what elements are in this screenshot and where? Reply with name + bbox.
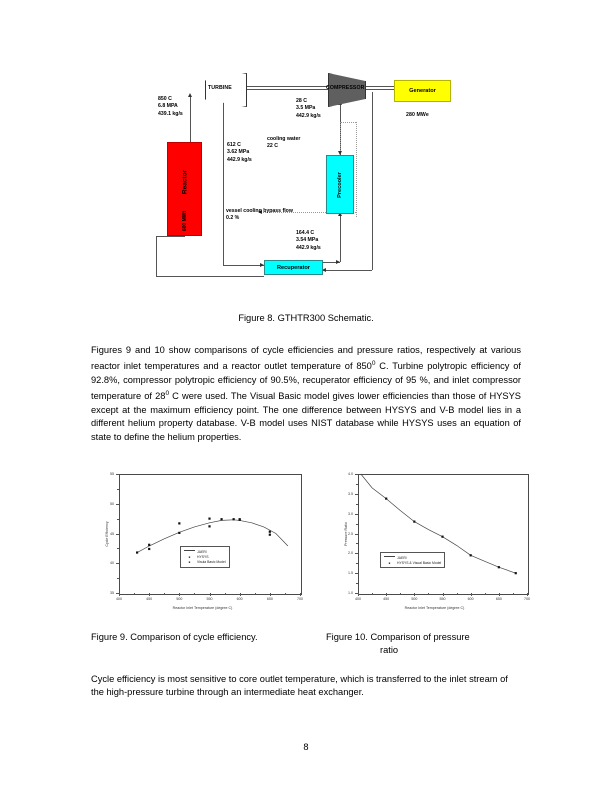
cooling-water-dotted-in	[340, 122, 341, 153]
compressor-label: COMPRESSOR	[326, 85, 365, 91]
x-tick-label: 550	[439, 597, 446, 601]
body-paragraph-2: Cycle efficiency is most sensitive to core outlet temperature, which is transferred to the inlet stream of the high-pressure turbine through an intermediate heat exchanger.	[91, 674, 508, 698]
reactor-block	[167, 142, 202, 236]
x-tick-label: 700	[524, 597, 530, 601]
generator-label: Generator	[409, 88, 436, 94]
cooling-water-dotted-top	[340, 122, 356, 123]
reactor-outlet-flow: 439.1 kg/s	[158, 110, 183, 117]
y-tick-label: 2.5	[348, 531, 353, 536]
shaft-compressor-generator-2	[362, 89, 395, 90]
legend-square-marker: ■	[388, 560, 391, 565]
recup-inlet-temp: 164.4 C	[296, 230, 315, 236]
degree-superscript-1: 0	[371, 360, 376, 368]
y-axis-title: Cycle Efficiency	[105, 520, 109, 547]
compressor-inlet-temp: 28 C	[296, 98, 307, 104]
data-point	[136, 551, 138, 553]
cooling-water-labels	[267, 136, 300, 151]
y-tick-label: 3.0	[348, 511, 353, 516]
x-tick-label: 450	[146, 597, 153, 601]
x-tick-label: 500	[411, 597, 418, 601]
data-point	[220, 518, 222, 520]
turbine-outlet-temp: 612 C	[227, 142, 241, 148]
series-layer	[332, 468, 537, 623]
legend-label: Visula Basic Model	[197, 559, 226, 564]
y-tick-label: 1.5	[348, 571, 353, 576]
pipe-reactor-inlet-stub	[156, 236, 184, 237]
legend-square-marker: ■	[188, 559, 191, 564]
shaft-compressor-generator-1	[362, 86, 395, 87]
cooling-water-temp: 22 C	[267, 143, 278, 150]
x-tick-label: 700	[297, 597, 303, 601]
y-tick-label: 35	[110, 591, 114, 595]
y-tick-label: 55	[110, 472, 114, 476]
data-point	[178, 522, 180, 524]
recuperator-block	[264, 260, 323, 275]
figure10-chart	[332, 468, 537, 623]
reactor-power-label: 600 MWt	[181, 211, 188, 232]
compressor-inlet-stream-labels	[296, 98, 321, 120]
figure10-caption-line1: Figure 10. Comparison of pressure	[326, 632, 470, 642]
data-point	[413, 521, 415, 523]
recup-inlet-pressure: 3.54 MPa	[296, 237, 319, 244]
gthtr300-schematic-diagram	[150, 60, 470, 310]
x-tick-label: 650	[495, 597, 502, 601]
x-tick-label: 500	[176, 597, 183, 601]
x-tick-label: 400	[355, 597, 361, 601]
data-point	[178, 532, 180, 534]
arrow-reactor-to-turbine	[188, 93, 192, 97]
x-tick-label: 650	[266, 597, 273, 601]
degree-superscript-2: 0	[165, 390, 170, 398]
pipe-turbine-outlet	[223, 100, 224, 265]
shaft-line-upper	[243, 86, 330, 87]
bypass-flow-label: vessel cooling bypass flow	[226, 208, 293, 214]
cooling-water-label: cooling water	[267, 136, 301, 142]
page-number: 8	[303, 742, 309, 752]
precooler-label: Precooler	[337, 171, 343, 198]
recup-inlet-flow: 442.9 kg/s	[296, 244, 321, 251]
shaft-line-lower	[243, 89, 330, 90]
data-point	[385, 497, 387, 499]
figure10-caption-line2: ratio	[380, 645, 399, 655]
data-point	[441, 536, 443, 538]
recuperator-label: Recuperator	[277, 264, 310, 271]
x-tick-label: 600	[236, 597, 243, 601]
data-point	[498, 566, 500, 568]
turbine-label: TURBINE	[208, 85, 232, 91]
arrow-recup-right	[336, 260, 340, 264]
y-tick-label: 1.0	[348, 591, 353, 595]
precooler-block	[326, 155, 354, 214]
data-point	[208, 518, 210, 520]
pipe-recup-to-reactor-bottom	[156, 276, 264, 277]
reactor-outlet-pressure: 6.8 MPA	[158, 103, 178, 110]
x-tick-label: 400	[116, 597, 122, 601]
pipe-compressor-to-recup	[323, 270, 372, 271]
recuperator-inlet-stream-labels	[296, 230, 321, 252]
legend-square-marker: ■	[188, 554, 191, 559]
figure9-caption: Figure 9. Comparison of cycle efficiency.	[91, 632, 258, 642]
paragraph-1-part-2: C. Turbine polytropic efficiency of 92.8%, compressor polytropic efficiency of 90.5%, recuperator efficiency of 95 %, and inlet compressor temperature of 28	[91, 361, 521, 402]
bypass-flow-labels	[226, 208, 293, 223]
legend-line-marker	[184, 550, 195, 551]
turbine-outlet-flow: 442.9 kg/s	[227, 156, 252, 163]
legend-label: HYSYS & Visual Basic Model	[397, 560, 442, 565]
legend-item	[384, 560, 441, 565]
data-point	[233, 518, 235, 520]
y-tick-label: 3.5	[348, 491, 353, 496]
y-tick-label: 4.0	[348, 472, 353, 476]
y-tick-label: 50	[110, 501, 114, 506]
pipe-turbine-to-recup	[223, 265, 264, 266]
data-point	[148, 544, 150, 546]
figure9-chart	[95, 468, 310, 623]
legend-label: JAERI	[197, 549, 207, 554]
y-tick-label: 2.0	[348, 551, 353, 556]
turbine-outlet-pressure: 3.62 MPa	[227, 149, 250, 156]
legend-label: HYSYS	[197, 554, 209, 559]
pipe-reactor-to-turbine	[190, 95, 191, 143]
x-axis-title: Reactor Inlet Temperature (degree C)	[172, 606, 233, 610]
chart-legend	[180, 546, 230, 568]
y-axis-title: Pressure Ratio	[344, 521, 348, 546]
data-point	[148, 548, 150, 550]
chart-legend	[380, 552, 445, 568]
x-axis-title: Reactor Inlet Temperature (degree C)	[404, 606, 465, 610]
legend-line-marker	[384, 556, 395, 557]
x-tick-label: 550	[206, 597, 213, 601]
data-point	[208, 525, 210, 527]
pipe-reactor-inlet-riser	[156, 236, 157, 276]
paragraph-1-part-1: Figures 9 and 10 show comparisons of cycle efficiencies and pressure ratios, respectively at various reactor inlet temperatures and a reactor outlet temperature of 850	[91, 345, 521, 372]
legend-item	[184, 559, 226, 564]
cooling-water-dotted-out	[356, 122, 357, 217]
generator-block	[394, 80, 451, 102]
figure8-caption: Figure 8. GTHTR300 Schematic.	[238, 313, 374, 323]
data-point	[515, 572, 517, 574]
paragraph-1-part-3: C were used. The Visual Basic model gives lower efficiencies than those of HYSYS except at the maximum efficiency point. The one difference between HYSYS and V-B model lies in a different helium property database. V-B model uses NIST database while HYSYS uses an equation of state to define the helium properties.	[91, 391, 522, 442]
turbine-outlet-stream-labels	[227, 142, 252, 164]
generator-output-label: 280 MWe	[406, 112, 429, 118]
compressor-inlet-flow: 442.9 kg/s	[296, 112, 321, 119]
bypass-flow-percent: 0.2 %	[226, 215, 240, 222]
reactor-outlet-temp: 850 C	[158, 96, 172, 102]
reactor-label: Reactor	[181, 169, 188, 194]
data-point	[239, 519, 241, 521]
body-paragraph-1	[91, 344, 521, 444]
data-point	[470, 554, 472, 556]
y-tick-label: 45	[110, 531, 114, 536]
x-tick-label: 600	[467, 597, 474, 601]
legend-label: JAERI	[397, 555, 407, 560]
data-point	[269, 531, 271, 533]
pipe-recup-to-precooler	[340, 214, 341, 262]
pipe-compressor-discharge	[372, 92, 373, 270]
data-point	[269, 534, 271, 536]
y-tick-label: 40	[110, 561, 114, 566]
reactor-outlet-stream-labels	[158, 96, 183, 118]
x-tick-label: 450	[383, 597, 390, 601]
compressor-inlet-pressure: 3.5 MPa	[296, 105, 316, 112]
